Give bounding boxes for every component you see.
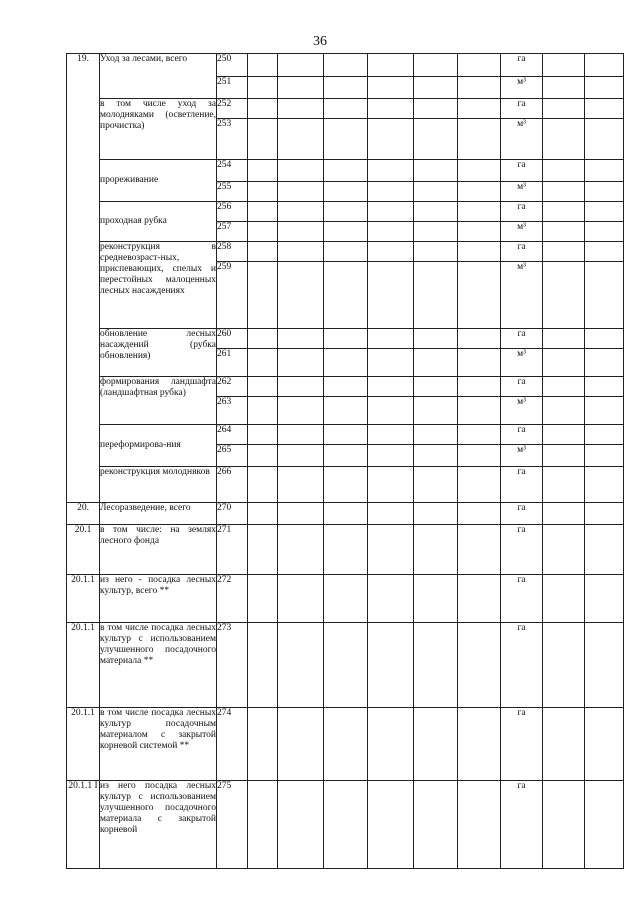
row-number: 20.1.1 — [67, 708, 100, 781]
row-name: реконструкция в средневозраст-ных, приспевающих, спелых и перестойных малоценных лесных насаждениях — [100, 242, 217, 329]
row-code: 263 — [217, 397, 248, 425]
unit-cell: га — [501, 54, 543, 77]
unit-cell: м³ — [501, 445, 543, 467]
table-row — [67, 242, 624, 262]
row-name: проходная рубка — [100, 202, 217, 242]
row-number: 20.1.1 — [67, 623, 100, 708]
row-code: 252 — [217, 99, 248, 119]
row-code: 273 — [217, 623, 248, 708]
row-name: в том числе уход за молодняками (осветление, прочистка) — [100, 99, 217, 160]
table-row — [67, 503, 624, 525]
table-row — [67, 377, 624, 397]
row-name: Уход за лесами, всего — [100, 54, 217, 99]
table-row — [67, 781, 624, 869]
row-number: 19. — [67, 54, 100, 503]
unit-cell: га — [501, 467, 543, 503]
row-code: 259 — [217, 262, 248, 329]
unit-cell: га — [501, 781, 543, 869]
row-code: 255 — [217, 182, 248, 202]
table-row — [67, 623, 624, 708]
table-row — [67, 99, 624, 119]
row-code: 250 — [217, 54, 248, 77]
forest-activities-table — [66, 53, 624, 869]
row-code: 256 — [217, 202, 248, 222]
unit-cell: м³ — [501, 222, 543, 242]
unit-cell: га — [501, 160, 543, 182]
row-name: в том числе посадка лесных культур с использованием улучшенного посадочного материала ** — [100, 623, 217, 708]
row-code: 264 — [217, 425, 248, 445]
table-row — [67, 160, 624, 182]
row-code: 262 — [217, 377, 248, 397]
row-code: 271 — [217, 525, 248, 575]
unit-cell: м³ — [501, 77, 543, 99]
unit-cell: га — [501, 708, 543, 781]
row-code: 260 — [217, 329, 248, 349]
row-code: 254 — [217, 160, 248, 182]
unit-cell: м³ — [501, 349, 543, 377]
row-name: в том числе: на землях лесного фонда — [100, 525, 217, 575]
row-code: 266 — [217, 467, 248, 503]
table-row — [67, 525, 624, 575]
row-code: 272 — [217, 575, 248, 623]
unit-cell: м³ — [501, 182, 543, 202]
page-number: 36 — [313, 34, 327, 49]
row-code: 257 — [217, 222, 248, 242]
row-number: 20. — [67, 503, 100, 525]
unit-cell: га — [501, 377, 543, 397]
row-code: 251 — [217, 77, 248, 99]
table-row — [67, 202, 624, 222]
unit-cell: га — [501, 329, 543, 349]
unit-cell: га — [501, 99, 543, 119]
row-name: Лесоразведение, всего — [100, 503, 217, 525]
row-name: переформирова-ния — [100, 425, 217, 467]
row-name: формирования ландшафта (ландшафтная рубка) — [100, 377, 217, 425]
row-name: обновление лесных насаждений (рубка обновления) — [100, 329, 217, 377]
unit-cell: м³ — [501, 397, 543, 425]
table-row — [67, 54, 624, 77]
row-code: 265 — [217, 445, 248, 467]
row-code: 258 — [217, 242, 248, 262]
row-number: 20.1 — [67, 525, 100, 575]
row-code: 253 — [217, 119, 248, 160]
row-name: реконструкция молодняков — [100, 467, 217, 503]
row-name: прореживание — [100, 160, 217, 202]
row-name: из него посадка лесных культур с использованием улучшенного посадочного материала с закрытой корневой — [100, 781, 217, 869]
row-code: 275 — [217, 781, 248, 869]
row-name: в том числе посадка лесных культур посадочным материалом с закрытой корневой системой ** — [100, 708, 217, 781]
row-number: 20.1.1 I — [67, 781, 100, 869]
table-row — [67, 329, 624, 349]
table-row — [67, 708, 624, 781]
row-number: 20.1.1 — [67, 575, 100, 623]
table-row — [67, 425, 624, 445]
row-code: 274 — [217, 708, 248, 781]
unit-cell: га — [501, 202, 543, 222]
row-code: 270 — [217, 503, 248, 525]
unit-cell: га — [501, 503, 543, 525]
unit-cell: га — [501, 575, 543, 623]
table-row — [67, 575, 624, 623]
unit-cell: га — [501, 623, 543, 708]
row-name: из него - посадка лесных культур, всего ** — [100, 575, 217, 623]
table-row — [67, 467, 624, 503]
unit-cell: га — [501, 242, 543, 262]
unit-cell: га — [501, 525, 543, 575]
row-code: 261 — [217, 349, 248, 377]
unit-cell: м³ — [501, 119, 543, 160]
unit-cell: м³ — [501, 262, 543, 329]
unit-cell: га — [501, 425, 543, 445]
